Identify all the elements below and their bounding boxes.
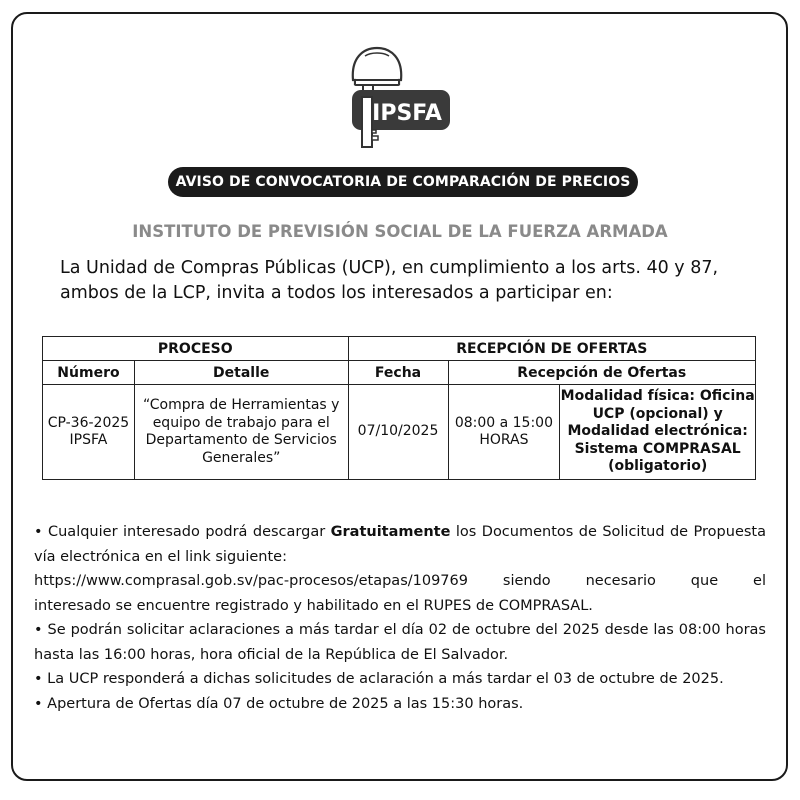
detalle-line: “Compra de Herramientas y: [143, 397, 340, 413]
intro-line-1: La Unidad de Compras Públicas (UCP), en cumplimiento a los arts. 40 y 87,: [60, 258, 719, 278]
horario-line: HORAS: [479, 432, 529, 448]
cell-detalle: [134, 385, 348, 480]
cell-numero: [43, 385, 135, 480]
numero-line: CP-36-2025: [47, 414, 130, 431]
notice-title: AVISO DE CONVOCATORIA DE COMPARACIÓN DE PRECIOS: [168, 167, 638, 197]
url-line: [34, 569, 766, 594]
group-header-recepcion: RECEPCIÓN DE OFERTAS: [348, 337, 755, 361]
ipsfa-logo: [345, 44, 455, 148]
modalidad-line: UCP (opcional) y: [592, 405, 723, 422]
download-link[interactable]: https://www.comprasal.gob.sv/pac-procesos/etapas/109769: [34, 573, 468, 589]
col-header-recepcion: Recepción de Ofertas: [448, 361, 756, 385]
table-row: [43, 385, 756, 480]
url-line-word: necesario: [585, 573, 656, 589]
detalle-line: equipo de trabajo para el: [152, 414, 330, 431]
modalidad-line: Modalidad electrónica:: [567, 423, 748, 440]
bullet-opening: • Apertura de Ofertas día 07 de octubre de 2025 a las 15:30 horas.: [34, 695, 524, 712]
intro-paragraph: [60, 256, 760, 306]
numero-line: IPSFA: [69, 432, 108, 448]
detalle-line: Generales”: [202, 449, 281, 466]
institute-name: INSTITUTO DE PREVISIÓN SOCIAL DE LA FUERZA ARMADA: [132, 222, 668, 241]
col-header-numero: Número: [43, 361, 135, 385]
cell-fecha: 07/10/2025: [348, 385, 448, 480]
cell-modalidad: [560, 385, 756, 480]
url-line-word: el: [753, 573, 766, 589]
intro-line-2: ambos de la LCP, invita a todos los interesados a participar en:: [60, 283, 613, 303]
conditions-list: [34, 520, 766, 716]
modalidad-line: (obligatorio): [608, 458, 708, 475]
url-line-word: que: [690, 573, 719, 589]
cell-horario: [448, 385, 560, 480]
detalle-line: Departamento de Servicios: [145, 432, 337, 448]
helmet-key-icon: [352, 48, 450, 147]
process-table: [42, 336, 756, 480]
bullet-download: [34, 520, 766, 569]
col-header-fecha: Fecha: [348, 361, 448, 385]
modalidad-line: Sistema COMPRASAL: [574, 440, 741, 457]
bullet-clarifications: • Se podrán solicitar aclaraciones a más tardar el día 02 de octubre del 2025 desde las 08:00 horas hasta las 16:00 horas, hora oficial de la República de El Salvador.: [34, 622, 766, 663]
bullet-download-end: interesado se encuentre registrado y habilitado en el RUPES de COMPRASAL.: [34, 597, 593, 614]
logo-text: IPSFA: [372, 101, 442, 126]
bullet-responses: • La UCP responderá a dichas solicitudes de aclaración a más tardar el 03 de octubre de 2025.: [34, 671, 724, 687]
horario-line: 08:00 a 15:00: [454, 414, 553, 431]
bullet-emphasis: Gratuitamente: [330, 524, 451, 540]
bullet-text: los Documentos de Solicitud de Propuesta vía electrónica en el link siguiente:: [34, 524, 766, 565]
group-header-proceso: PROCESO: [43, 337, 349, 361]
bullet-text: • Cualquier interesado podrá descargar: [34, 524, 331, 540]
col-header-detalle: Detalle: [134, 361, 348, 385]
url-line-word: siendo: [502, 573, 551, 589]
modalidad-line: Modalidad física: Oficina: [560, 388, 755, 405]
